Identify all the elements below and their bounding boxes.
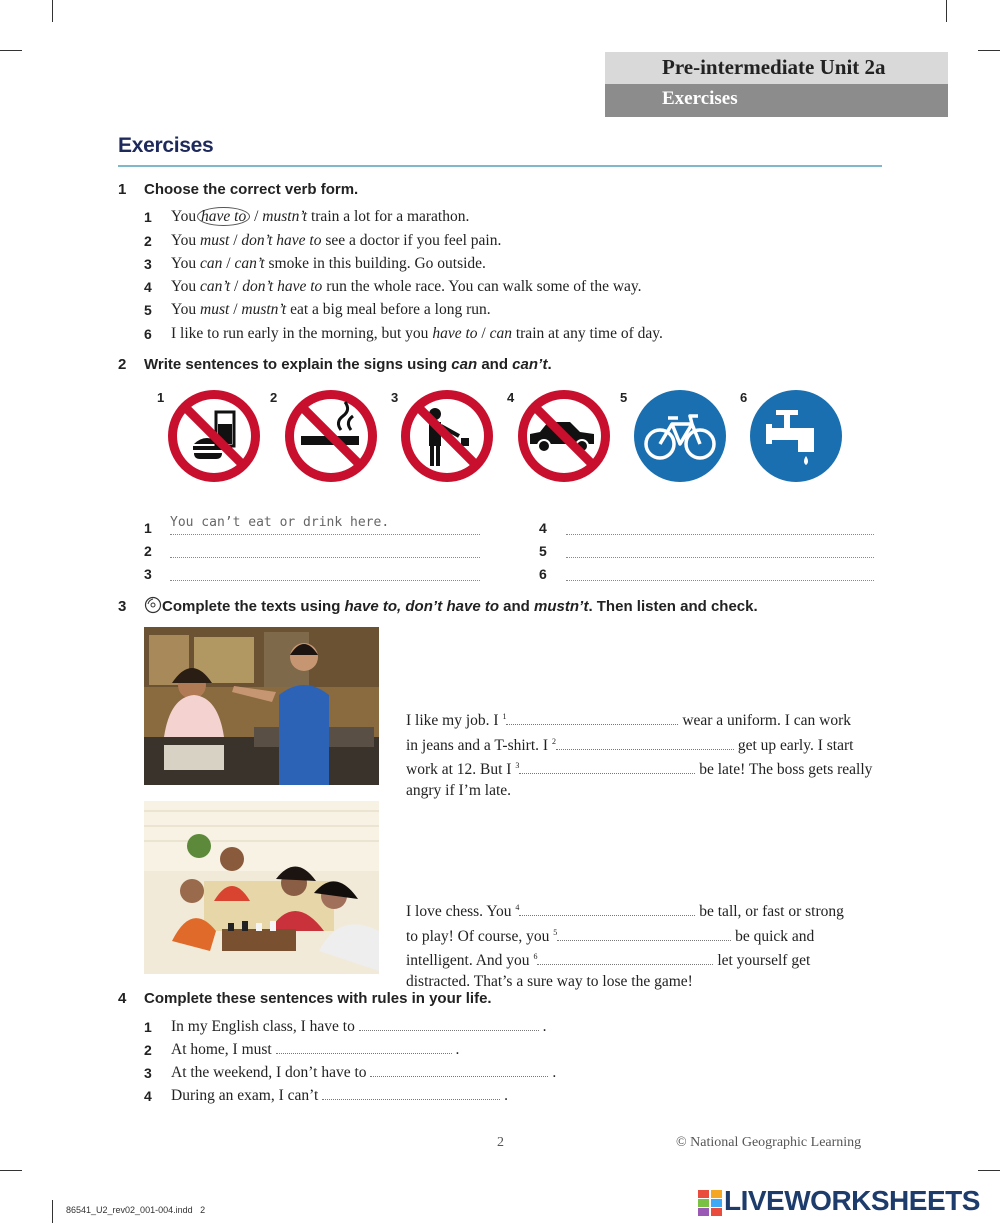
crop-mark [52,1200,53,1223]
item-text-pre: You [171,255,201,272]
separator: / [477,325,490,342]
exercise-4-item [171,1064,556,1082]
text-line: angry if I’m late. [406,781,512,799]
instruction-text: . [547,356,552,373]
answer-line[interactable] [566,579,874,581]
option[interactable]: can’t [234,255,265,272]
answer-line[interactable] [170,579,480,581]
text-line: intelligent. And you [406,952,534,970]
option[interactable]: mustn’t [241,301,287,318]
answer-number: 1 [144,520,152,536]
no-food-drink-icon [166,388,262,484]
no-littering-icon [399,388,495,484]
item-number: 4 [144,1088,152,1104]
exercise-1-instruction: Choose the correct verb form. [144,181,359,198]
instruction-term: mustn’t [534,598,589,615]
answer-number: 5 [539,543,547,559]
item-text-pre: You [171,278,201,295]
crop-mark [978,50,1000,51]
item-number: 5 [144,302,152,318]
gap-input[interactable] [519,773,695,774]
text-line: I like my job. I [406,712,503,730]
option[interactable]: must [200,232,230,249]
option[interactable]: have to [432,325,478,342]
answer-handwritten[interactable]: You can’t eat or drink here. [170,515,390,530]
text-line: distracted. That’s a sure way to lose the game! [406,972,693,990]
job-text [406,707,886,801]
brand-name: LIVEWORKSHEETS [724,1185,980,1216]
gap-input[interactable] [519,915,695,916]
answer-line[interactable] [566,533,874,535]
section-header [605,84,948,117]
option[interactable]: can’t [200,278,231,295]
text-line: wear a uniform. I can work [678,712,852,730]
text-line: I love chess. You [406,903,516,921]
gap-number: 6 [533,952,538,962]
text-line: let yourself get [713,952,811,970]
crop-mark [978,1170,1000,1171]
cashier-photo [144,627,379,785]
instruction-text: Write sentences to explain the signs using [144,356,452,373]
sign-number: 5 [620,390,628,405]
answer-line[interactable] [170,556,480,558]
gap-number: 3 [515,761,520,771]
page-title: Exercises [118,134,214,157]
item-number: 2 [144,233,152,249]
option[interactable]: must [200,301,230,318]
text-line: work at 12. But I [406,761,516,779]
exercise-3-instruction [162,598,758,615]
gap-input[interactable] [556,749,734,750]
item-number: 3 [144,256,152,272]
page-number: 2 [497,1135,504,1150]
text-line: to play! Of course, you [406,927,554,945]
answer-input[interactable] [370,1076,548,1077]
item-end: . [504,1087,508,1104]
option-circled[interactable]: have to [197,207,250,226]
item-number: 6 [144,326,152,342]
item-text-post: train at any time of day. [511,325,663,342]
item-text: In my English class, I have to [171,1018,355,1035]
text-line: be quick and [731,927,815,945]
crop-mark [52,0,53,22]
exercise-1-item [144,326,152,344]
item-text: At the weekend, I don’t have to [171,1064,367,1081]
item-text: During an exam, I can’t [171,1087,319,1104]
instruction-text: and [477,356,513,373]
separator: / [229,232,242,249]
exercise-1-item-text [171,232,501,250]
option[interactable]: mustn’t [262,208,308,225]
copyright: © National Geographic Learning [676,1135,862,1150]
gap-number: 5 [553,927,558,937]
unit-title: Pre-intermediate Unit 2a [662,55,886,79]
brand-logo-icon [698,1190,722,1216]
crop-mark [0,50,22,51]
text-line: get up early. I start [733,736,854,754]
text-line: in jeans and a T-shirt. I [406,736,552,754]
exercise-4-item [171,1087,508,1105]
exercise-1-item-text [171,325,663,343]
exercise-1-item-text [171,255,486,273]
exercise-4-number: 4 [118,990,127,1007]
gap-input[interactable] [557,940,731,941]
no-smoking-icon [283,388,379,484]
instruction-text: and [498,598,534,615]
option[interactable]: don’t have to [241,232,322,249]
exercise-1-item [144,279,152,297]
item-number: 1 [144,1019,152,1035]
file-slug: 86541_U2_rev02_001-004.indd 2 [66,1205,206,1215]
item-number: 1 [144,209,152,225]
crop-mark [0,1170,22,1171]
item-end: . [455,1041,460,1058]
exercise-1-item-text [171,278,642,296]
bicycle-icon [632,388,728,484]
item-text-pre: You [171,208,201,225]
exercise-2-number: 2 [118,356,127,373]
exercise-1-number: 1 [118,181,127,198]
gap-number: 2 [551,736,556,746]
item-text-post: smoke in this building. Go outside. [264,255,486,272]
no-cars-icon [516,388,612,484]
crop-mark [946,0,947,22]
exercise-3-number: 3 [118,598,127,615]
exercise-1-item [144,233,152,251]
separator: / [250,208,263,225]
chess-family-photo [144,801,379,974]
exercise-1-item [144,302,152,320]
item-end: . [552,1064,557,1081]
gap-input[interactable] [506,724,678,725]
option[interactable]: can [200,255,223,272]
instruction-term: can [451,356,478,373]
exercise-1-item-text [171,301,491,319]
answer-input[interactable] [276,1053,452,1054]
sign-number: 6 [740,390,748,405]
separator: / [222,255,235,272]
exercise-2-instruction [144,356,552,373]
answer-line[interactable] [566,556,874,558]
option[interactable]: don’t have to [242,278,323,295]
sign-number: 3 [391,390,399,405]
exercise-1-item [144,209,152,227]
exercise-4-item [171,1041,459,1059]
item-text: At home, I must [171,1041,272,1058]
separator: / [229,301,242,318]
title-divider [118,165,882,167]
sign-number: 2 [270,390,278,405]
item-number: 3 [144,1065,152,1081]
item-number: 2 [144,1042,152,1058]
brand-logo[interactable] [698,1185,998,1218]
exercise-4-instruction: Complete these sentences with rules in your life. [144,990,492,1007]
exercise-1-item-text [171,208,469,226]
item-text-pre: You [171,301,201,318]
item-text-post: run the whole race. You can walk some of the way. [322,278,642,295]
exercise-1-item [144,256,152,274]
sign-number: 1 [157,390,165,405]
item-text-pre: I like to run early in the morning, but you [171,325,433,342]
answer-number: 6 [539,566,547,582]
gap-number: 1 [502,712,507,721]
text-line: be late! The boss gets really [695,761,873,779]
answer-line[interactable] [170,533,480,535]
answer-number: 4 [539,520,547,536]
item-end: . [542,1018,547,1035]
answer-input[interactable] [359,1030,539,1031]
audio-disc-icon[interactable] [144,596,162,614]
item-text-post: train a lot for a marathon. [307,208,470,225]
instruction-text: . Then listen and check. [588,598,758,615]
item-text-pre: You [171,232,201,249]
item-number: 4 [144,279,152,295]
instruction-term: can’t [512,356,548,373]
separator: / [230,278,243,295]
answer-number: 3 [144,566,152,582]
item-text-post: see a doctor if you feel pain. [321,232,502,249]
gap-number: 4 [515,903,520,912]
gap-input[interactable] [537,964,713,965]
section-title: Exercises [662,88,738,109]
sign-number: 4 [507,390,515,405]
item-text-post: eat a big meal before a long run. [286,301,491,318]
answer-input[interactable] [322,1099,500,1100]
text-line: be tall, or fast or strong [695,903,844,921]
exercise-4-item [171,1018,546,1036]
answer-number: 2 [144,543,152,559]
unit-header [605,52,948,84]
instruction-text: Complete the texts using [162,598,345,615]
drinking-water-icon [748,388,844,484]
chess-text [406,898,886,992]
instruction-term: have to, don’t have to [344,598,499,615]
option[interactable]: can [489,325,512,342]
